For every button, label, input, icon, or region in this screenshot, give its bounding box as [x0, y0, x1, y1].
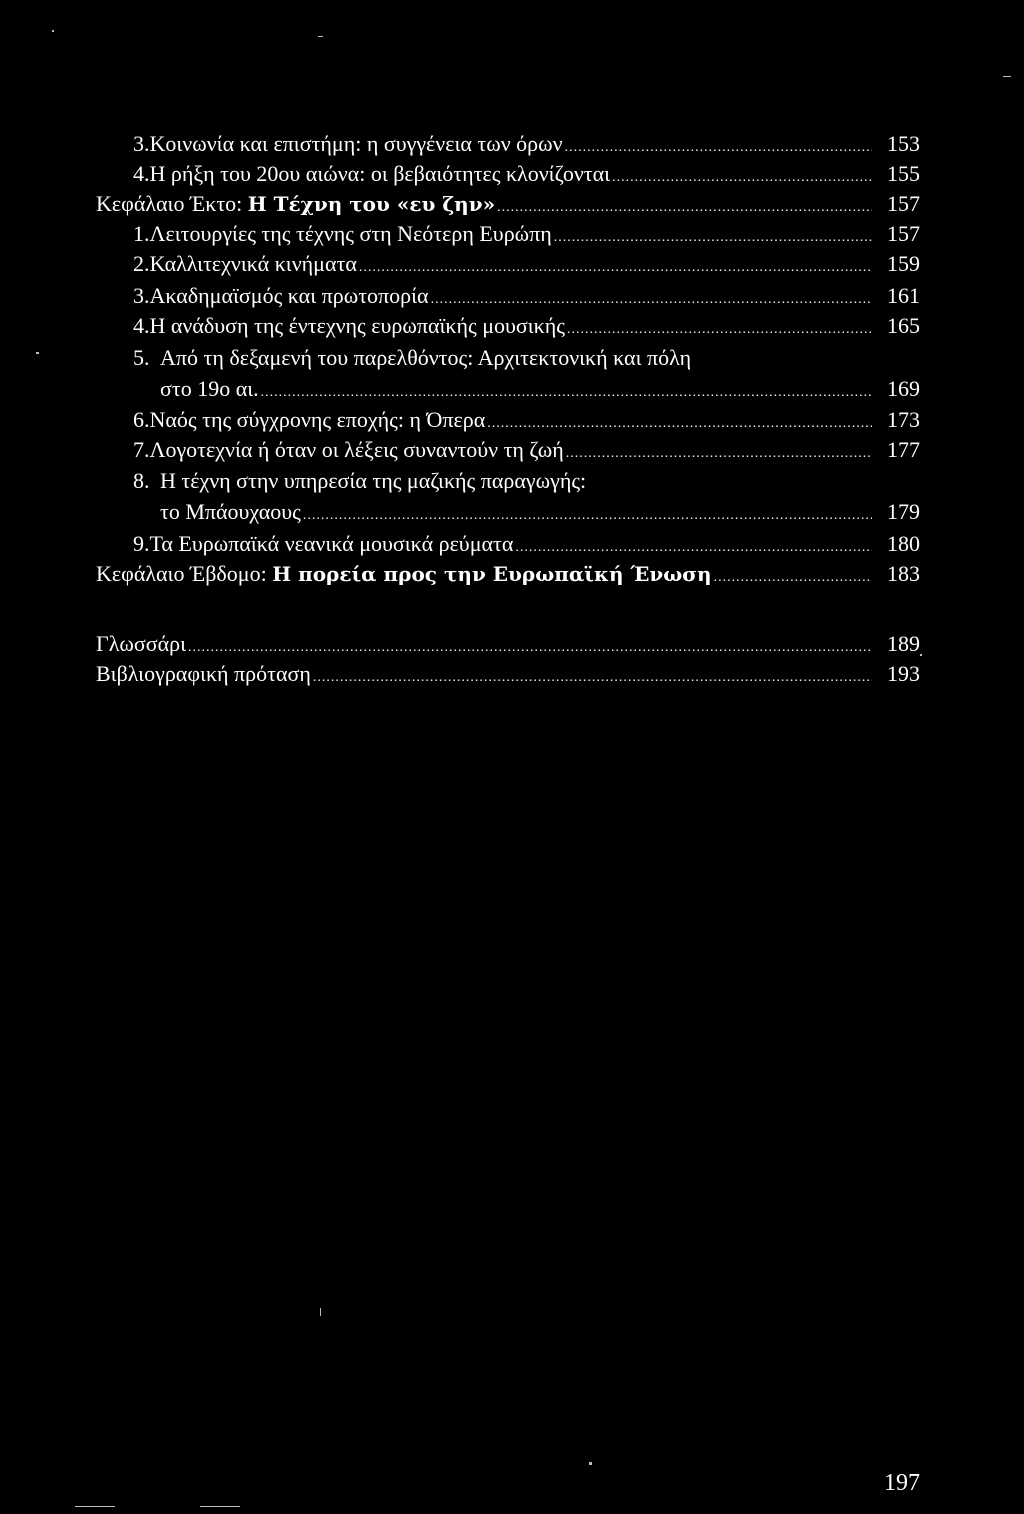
- toc-entry-page: 155: [887, 161, 920, 186]
- toc-entry-page: 159: [887, 251, 920, 276]
- toc-chapter-heading: [0, 188, 1024, 220]
- scan-speck: [200, 1506, 240, 1507]
- scan-speck: [320, 1308, 321, 1316]
- toc-entry: [0, 528, 1024, 560]
- toc-chapter-heading: [0, 558, 1024, 590]
- toc-entry-number: 4.: [133, 161, 150, 186]
- toc-entry-number: 7.: [133, 437, 150, 462]
- toc-entry-number: 2.: [133, 251, 150, 276]
- toc-entry-title: Καλλιτεχνικά κινήματα: [149, 251, 357, 276]
- toc-entry-title: Τα Ευρωπαϊκά νεανικά μουσικά ρεύματα: [149, 531, 514, 556]
- toc-entry-number: 6.: [133, 407, 150, 432]
- toc-entry-page: 169: [887, 376, 920, 401]
- toc-entry: [0, 434, 1024, 466]
- toc-entry: [0, 128, 1024, 160]
- toc-entry-title: Από τη δεξαμενή του παρελθόντος: Αρχιτεκτονική και πόλη: [160, 345, 692, 370]
- toc-entry-page: 193: [887, 661, 920, 686]
- toc-entry-continuation: [0, 496, 1024, 528]
- toc-entry-title: Η ανάδυση της έντεχνης ευρωπαϊκής μουσικής: [149, 313, 565, 338]
- toc-entry-title: το Μπάουχαους: [160, 499, 301, 524]
- toc-entry-title: Ναός της σύγχρονης εποχής: η Όπερα: [149, 407, 486, 432]
- dot-leader: [313, 662, 872, 694]
- page-number: 197: [884, 1470, 920, 1496]
- toc-entry-page: 183: [887, 561, 920, 586]
- scan-speck: [1003, 76, 1011, 77]
- toc-entry: [0, 310, 1024, 342]
- toc-entry-page: 189: [887, 631, 920, 656]
- toc-entry-continuation: [0, 373, 1024, 405]
- toc-entry: [0, 218, 1024, 250]
- toc-entry-title: Η τέχνη στην υπηρεσία της μαζικής παραγωγής:: [160, 468, 587, 493]
- toc-entry-number: 5.: [133, 345, 150, 370]
- toc-entry: [0, 465, 1024, 497]
- toc-entry: [0, 658, 1024, 690]
- toc-entry-number: 9.: [133, 531, 150, 556]
- toc-entry-page: 180: [887, 531, 920, 556]
- chapter-title: Η πορεία προς την Ευρωπαϊκή Ένωση: [272, 562, 712, 586]
- scan-speck: [52, 30, 54, 32]
- toc-entry-page: 179: [887, 499, 920, 524]
- toc-entry-number: 1.: [133, 221, 150, 246]
- toc-entry-title: Βιβλιογραφική πρόταση: [96, 661, 311, 686]
- scan-speck: [75, 1506, 115, 1507]
- toc-entry: [0, 628, 1024, 660]
- toc-entry-page: 173: [887, 407, 920, 432]
- toc-entry: [0, 248, 1024, 280]
- toc-entry-title: Λειτουργίες της τέχνης στη Νεότερη Ευρώπη: [149, 221, 552, 246]
- toc-entry-page: 165: [887, 313, 920, 338]
- toc-entry: [0, 404, 1024, 436]
- toc-entry-title: Ακαδημαϊσμός και πρωτοπορία: [149, 283, 429, 308]
- toc-entry: [0, 158, 1024, 190]
- toc-entry-number: 4.: [133, 313, 150, 338]
- dot-leader: [714, 562, 872, 594]
- toc-entry: [0, 280, 1024, 312]
- toc-entry-page: 153: [887, 131, 920, 156]
- toc-entry-title: Λογοτεχνία ή όταν οι λέξεις συναντούν τη ζωή: [149, 437, 564, 462]
- toc-entry-title: Κεφάλαιο Έβδομο:: [96, 561, 273, 586]
- toc-entry-number: 8.: [133, 468, 150, 493]
- toc-entry-number: 3.: [133, 283, 150, 308]
- chapter-title: Η Τέχνη του «ευ ζην»: [247, 192, 496, 216]
- scan-speck: [920, 654, 922, 656]
- toc-entry-title: Η ρήξη του 20ου αιώνα: οι βεβαιότητες κλονίζονται: [149, 161, 611, 186]
- toc-entry-title: στο 19ο αι.: [160, 376, 259, 401]
- toc-entry-page: 177: [887, 437, 920, 462]
- scan-speck: [589, 1462, 592, 1465]
- toc-entry-number: 3.: [133, 131, 150, 156]
- toc-entry-page: 157: [887, 221, 920, 246]
- toc-entry: [0, 342, 1024, 374]
- toc-entry-page: 161: [887, 283, 920, 308]
- toc-entry-page: 157: [887, 191, 920, 216]
- toc-entry-title: Κεφάλαιο Έκτο:: [96, 191, 248, 216]
- scan-speck: [36, 352, 39, 354]
- toc-entry-title: Γλωσσάρι: [96, 631, 187, 656]
- scan-speck: [318, 36, 323, 37]
- toc-entry-title: Κοινωνία και επιστήμη: η συγγένεια των όρων: [149, 131, 563, 156]
